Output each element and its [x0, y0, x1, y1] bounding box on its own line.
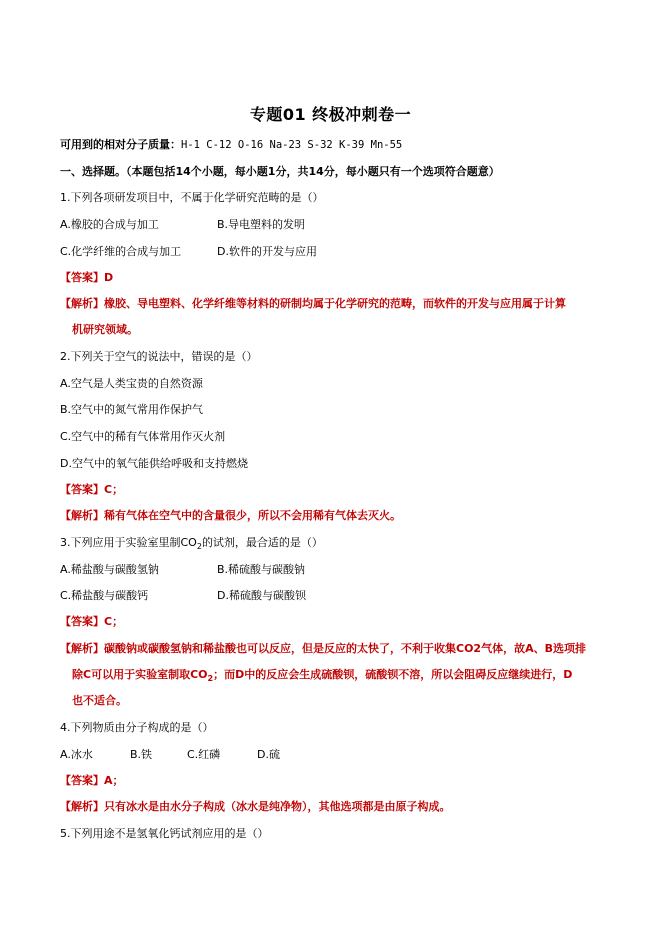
q4-option-c: C.红磷: [187, 748, 221, 761]
q4-stem: 4.下列物质由分子构成的是（）: [60, 721, 214, 734]
q1-option-a: A.橡胶的合成与加工: [60, 218, 159, 231]
q3-stem-subscript: 2: [196, 542, 202, 552]
page-title: 专题01 终极冲刺卷一: [249, 105, 412, 124]
q4-analysis: 【解析】只有冰水是由水分子构成（冰水是纯净物），其他选项都是由原子构成。: [60, 800, 451, 813]
q1-analysis-line1: 【解析】橡胶、导电塑料、化学纤维等材料的研制均属于化学研究的范畴，而软件的开发与应用属于计算: [60, 297, 566, 310]
q3-analysis-line2-post: ；而D中的反应会生成硫酸钡，硫酸钡不溶，所以会阻碍反应继续进行，D: [213, 668, 573, 681]
q2-analysis: 【解析】稀有气体在空气中的含量很少，所以不会用稀有气体去灭火。: [60, 509, 401, 522]
q3-analysis-subscript: 2: [207, 674, 214, 684]
q1-option-d: D.软件的开发与应用: [217, 245, 317, 258]
q2-option-d: D.空气中的氧气能供给呼吸和支持燃烧: [60, 457, 248, 470]
q3-stem-post: 的试剂，最合适的是（）: [201, 536, 323, 549]
section-heading: 一、选择题。（本题包括14个小题，每小题1分，共14分，每小题只有一个选项符合题意）: [60, 165, 500, 178]
q3-analysis-line1: 【解析】碳酸钠或碳酸氢钠和稀盐酸也可以反应，但是反应的太快了，不利于收集CO2气体，故A、B选项排: [60, 642, 586, 655]
q2-option-c: C.空气中的稀有气体常用作灭火剂: [60, 430, 226, 443]
q1-analysis-line2: 机研究领域。: [72, 323, 138, 336]
q5-stem: 5.下列用途不是氢氧化钙试剂应用的是（）: [60, 827, 269, 840]
q4-option-d: D.硫: [257, 748, 280, 761]
q3-stem-pre: 3.下列应用于实验室里制CO: [60, 536, 197, 549]
q3-analysis-line2-pre: 除C可以用于实验室制取CO: [72, 668, 208, 681]
q2-option-a: A.空气是人类宝贵的自然资源: [60, 377, 203, 390]
relative-masses-label: 可用到的相对分子质量：: [60, 138, 181, 151]
q3-analysis-line3: 也不适合。: [72, 694, 127, 707]
q3-option-b: B.稀硫酸与碳酸钠: [217, 563, 306, 576]
q3-answer: 【答案】C；: [60, 615, 124, 628]
q4-option-a: A.冰水: [60, 748, 93, 761]
relative-masses-values: H-1 C-12 O-16 Na-23 S-32 K-39 Mn-55: [181, 139, 403, 151]
q3-analysis-line2: [72, 668, 572, 686]
q1-option-b: B.导电塑料的发明: [217, 218, 306, 231]
q1-answer: 【答案】D: [60, 271, 114, 284]
q3-option-c: C.稀盐酸与碳酸钙: [60, 589, 149, 602]
relative-masses: [60, 138, 402, 152]
q3-stem: [60, 536, 323, 554]
q2-stem: 2.下列关于空气的说法中，错误的是（）: [60, 350, 258, 363]
q2-answer: 【答案】C；: [60, 483, 124, 496]
q1-option-c: C.化学纤维的合成与加工: [60, 245, 182, 258]
q4-answer: 【答案】A；: [60, 774, 124, 787]
q4-option-b: B.铁: [130, 748, 153, 761]
q3-option-d: D.稀硫酸与碳酸钡: [217, 589, 306, 602]
q3-option-a: A.稀盐酸与碳酸氢钠: [60, 563, 159, 576]
q2-option-b: B.空气中的氮气常用作保护气: [60, 403, 204, 416]
q1-stem: 1.下列各项研发项目中，不属于化学研究范畴的是（）: [60, 191, 324, 204]
